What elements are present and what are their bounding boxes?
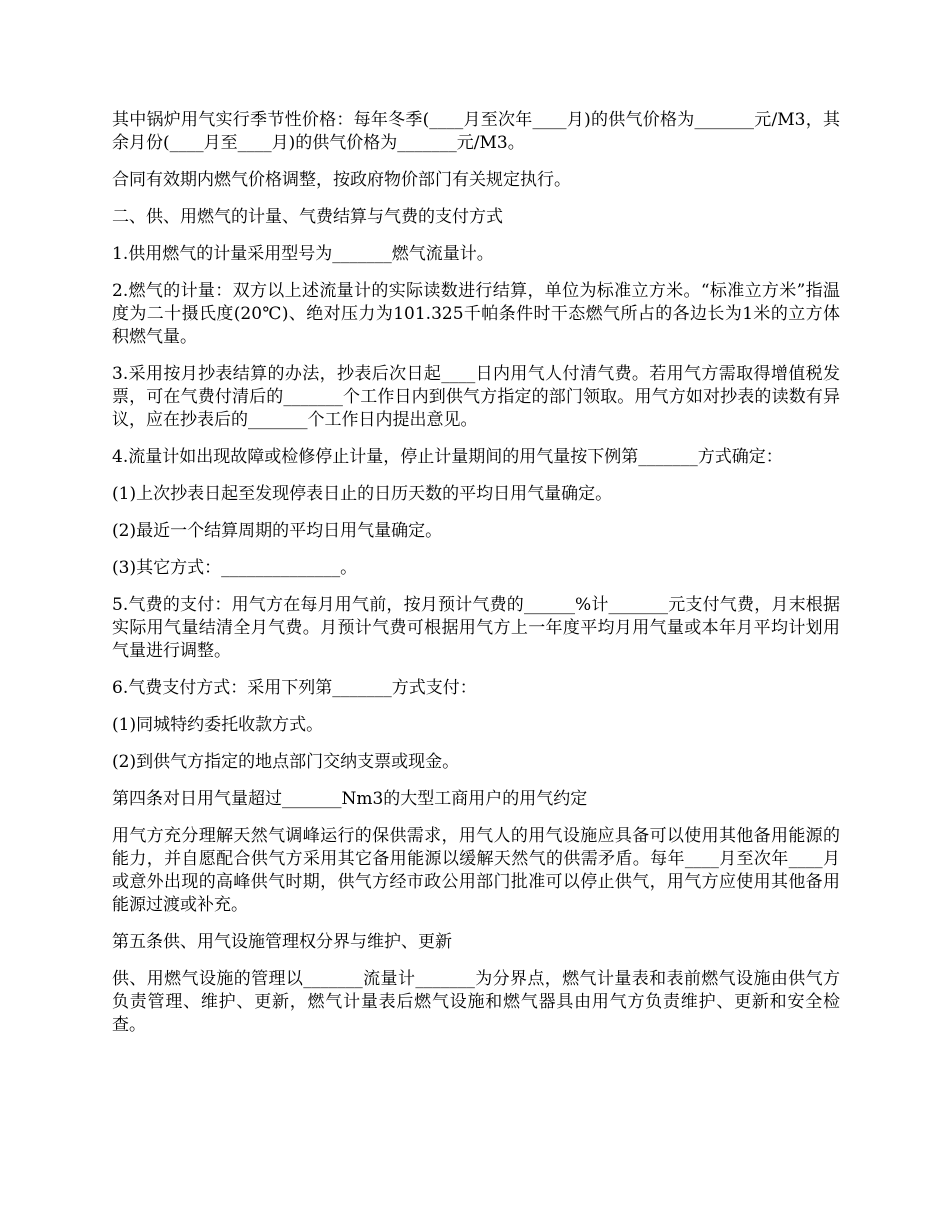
clause-1-meter-model: 1.供用燃气的计量采用型号为_______燃气流量计。 (112, 244, 494, 264)
article-4-heading: 第四条对日用气量超过_______Nm3的大型工商用户的用气约定 (112, 789, 588, 809)
clause-5-payment: 5.气费的支付：用气方在每月用气前，按月预计气费的______%计_______元支付气费，月末根据实际用气量结清全月气费。月预计气费可根据用气方上一年度平均月用气量或本年月平均计划用气量进行调整。 (112, 595, 840, 661)
article-5-body: 供、用燃气设施的管理以_______流量计_______为分界点，燃气计量表和表前燃气设施由供气方负责管理、维护、更新，燃气计量表后燃气设施和燃气器具由用气方负责维护、更新和安全检查。 (112, 969, 840, 1035)
paragraph-price-adjustment: 合同有效期内燃气价格调整，按政府物价部门有关规定执行。 (112, 170, 571, 190)
paragraph-seasonal-price: 其中锅炉用气实行季节性价格：每年冬季(____月至次年____月)的供气价格为_______元/M3，其余月份(____月至____月)的供气价格为_______元/M3。 (112, 110, 840, 153)
clause-6-payment-method: 6.气费支付方式：采用下列第_______方式支付： (112, 678, 477, 698)
clause-6-option-1: (1)同城特约委托收款方式。 (112, 715, 324, 735)
clause-2-metering: 2.燃气的计量：双方以上述流量计的实际读数进行结算，单位为标准立方米。“标准立方米”指温度为二十摄氏度(20℃)、绝对压力为101.325千帕条件时干态燃气所占的各边长为1米的立方体积燃气量。 (112, 281, 840, 347)
clause-4-option-1: (1)上次抄表日起至发现停表日止的日历天数的平均日用气量确定。 (112, 484, 613, 504)
article-4-body: 用气方充分理解天然气调峰运行的保供需求，用气人的用气设施应具备可以使用其他备用能源的能力，并自愿配合供气方采用其它备用能源以缓解天然气的供需矛盾。每年____月至次年____月或意外出现的高峰供气时期，供气方经市政公用部门批准可以停止供气，用气方应使用其他备用能源过渡或补充。 (112, 826, 840, 915)
article-5-heading: 第五条供、用气设施管理权分界与维护、更新 (112, 932, 452, 952)
clause-4-option-3: (3)其它方式：______________。 (112, 558, 358, 578)
section-heading-metering: 二、供、用燃气的计量、气费结算与气费的支付方式 (112, 207, 503, 227)
clause-3-monthly-billing: 3.采用按月抄表结算的办法，抄表后次日起____日内用气人付清气费。若用气方需取得增值税发票，可在气费付清后的_______个工作日内到供气方指定的部门领取。用气方如对抄表的读数有异议，应在抄表后的_______个工作日内提出意见。 (112, 364, 840, 430)
clause-6-option-2: (2)到供气方指定的地点部门交纳支票或现金。 (112, 752, 460, 772)
document-page (112, 109, 840, 1051)
clause-4-meter-failure: 4.流量计如出现故障或检修停止计量，停止计量期间的用气量按下例第_______方式确定： (112, 447, 783, 467)
clause-4-option-2: (2)最近一个结算周期的平均日用气量确定。 (112, 521, 443, 541)
